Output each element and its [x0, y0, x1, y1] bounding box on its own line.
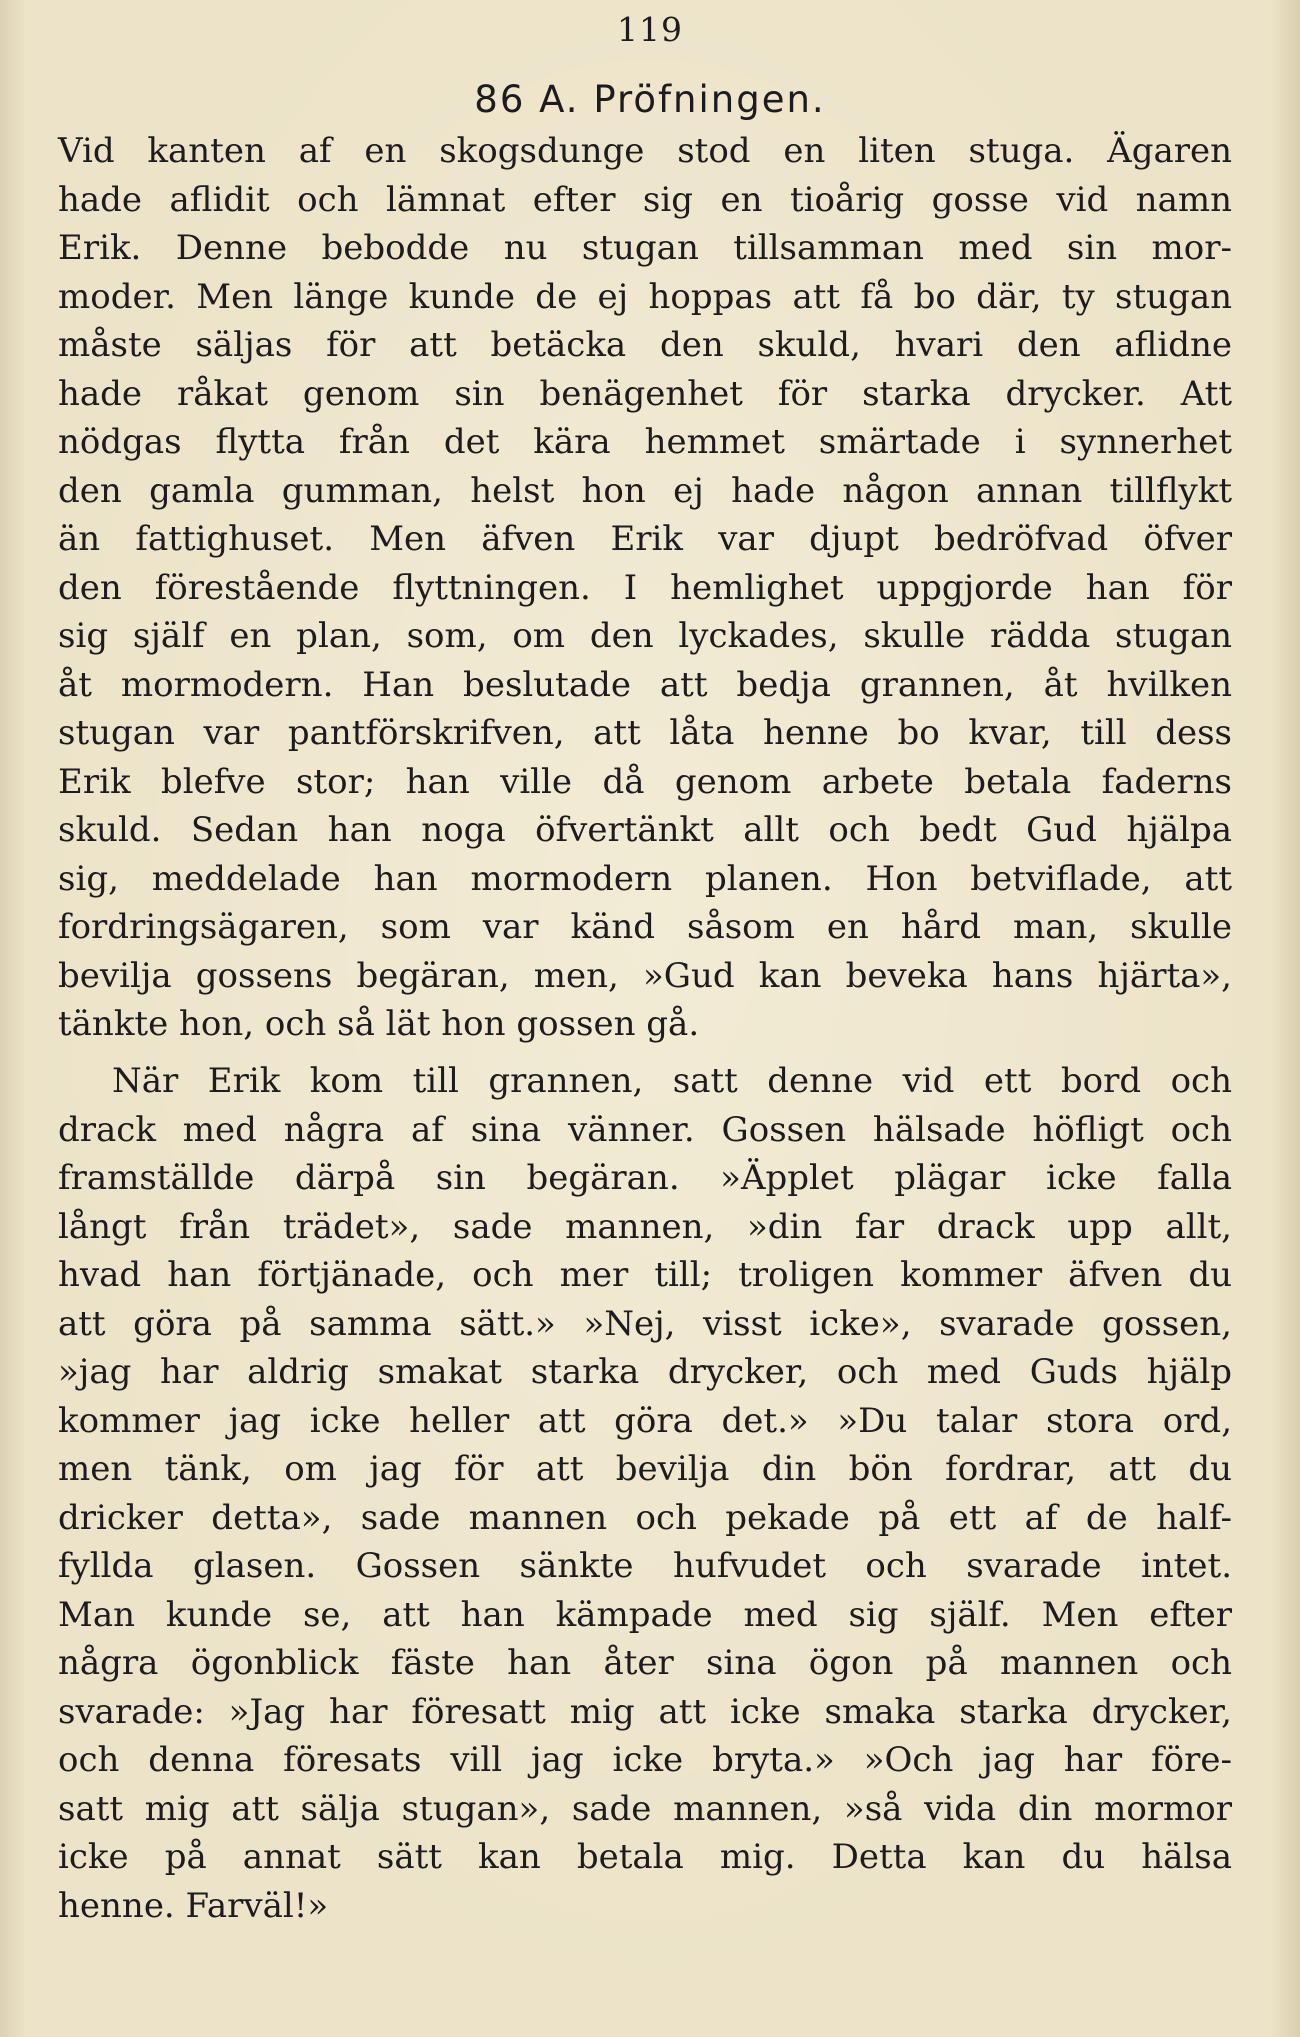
text-line: icke på annat sätt kan betala mig. Detta kan du hälsa	[58, 1837, 1232, 1877]
page-number: 119	[617, 10, 683, 49]
text-line: några ögonblick fäste han åter sina ögon på mannen och	[58, 1643, 1232, 1683]
text-line: sig, meddelade han mormodern planen. Hon betviflade, att	[58, 858, 1232, 899]
text-line: än fattighuset. Men äfven Erik var djupt bedröfvad öfver	[58, 519, 1232, 559]
text-line: henne. Farväl!»	[58, 1885, 329, 1926]
text-line: men tänk, om jag för att bevilja din bön fordrar, att du	[58, 1449, 1232, 1489]
text-line: Erik. Denne bebodde nu stugan tillsamman med sin mor-	[58, 228, 1232, 268]
text-line: Vid kanten af en skogsdunge stod en liten stuga. Ägaren	[58, 131, 1232, 171]
text-line: måste säljas för att betäcka den skuld, hvari den aflidne	[58, 325, 1232, 365]
text-line: och denna föresats vill jag icke bryta.» »Och jag har före-	[58, 1740, 1232, 1780]
text-line: den förestående flyttningen. I hemlighet uppgjorde han för	[58, 567, 1232, 608]
text-line: satt mig att sälja stugan», sade mannen, »så vida din mormor	[58, 1788, 1232, 1829]
text-line: stugan var pantförskrifven, att låta henne bo kvar, till dess	[58, 713, 1232, 753]
text-line: hade aflidit och lämnat efter sig en tioårig gosse vid namn	[58, 179, 1232, 220]
text-line: tänkte hon, och så lät hon gossen gå.	[58, 1004, 700, 1044]
text-line: Erik blefve stor; han ville då genom arbete betala faderns	[58, 761, 1232, 802]
text-line: drack med några af sina vänner. Gossen hälsade höfligt och	[58, 1109, 1232, 1150]
text-line: att göra på samma sätt.» »Nej, visst icke», svarade gossen,	[58, 1303, 1232, 1344]
text-line: svarade: »Jag har föresatt mig att icke smaka starka drycker,	[58, 1691, 1232, 1732]
text-line: moder. Men länge kunde de ej hoppas att få bo där, ty stugan	[58, 276, 1232, 317]
text-line: den gamla gumman, helst hon ej hade någon annan tillflykt	[58, 470, 1232, 511]
text-line: kommer jag icke heller att göra det.» »Du talar stora ord,	[58, 1400, 1232, 1441]
chapter-heading: 86 A. Pröfningen.	[474, 78, 826, 121]
text-line: skuld. Sedan han noga öfvertänkt allt och bedt Gud hjälpa	[58, 810, 1232, 850]
paragraph	[58, 127, 1232, 1049]
paragraph	[58, 1057, 1232, 1930]
text-line: sig själf en plan, som, om den lyckades, skulle rädda stugan	[58, 616, 1232, 656]
text-line: fyllda glasen. Gossen sänkte hufvudet och svarade intet.	[58, 1546, 1232, 1586]
text-line: nödgas flytta från det kära hemmet smärtade i synnerhet	[58, 422, 1232, 462]
text-line: När Erik kom till grannen, satt denne vid ett bord och	[112, 1061, 1232, 1101]
text-line: åt mormodern. Han beslutade att bedja grannen, åt hvilken	[58, 664, 1232, 705]
text-line: bevilja gossens begäran, men, »Gud kan beveka hans hjärta»,	[58, 955, 1232, 996]
text-line: fordringsägaren, som var känd såsom en hård man, skulle	[58, 907, 1232, 947]
text-line: långt från trädet», sade mannen, »din far drack upp allt,	[58, 1206, 1232, 1247]
text-line: framställde därpå sin begäran. »Äpplet plägar icke falla	[58, 1158, 1232, 1198]
text-line: »jag har aldrig smakat starka drycker, och med Guds hjälp	[58, 1352, 1232, 1392]
text-line: hade råkat genom sin benägenhet för starka drycker. Att	[58, 373, 1232, 414]
text-line: Man kunde se, att han kämpade med sig själf. Men efter	[58, 1594, 1232, 1635]
text-line: dricker detta», sade mannen och pekade på ett af de half-	[58, 1497, 1232, 1538]
text-line: hvad han förtjänade, och mer till; troligen kommer äfven du	[58, 1255, 1232, 1295]
